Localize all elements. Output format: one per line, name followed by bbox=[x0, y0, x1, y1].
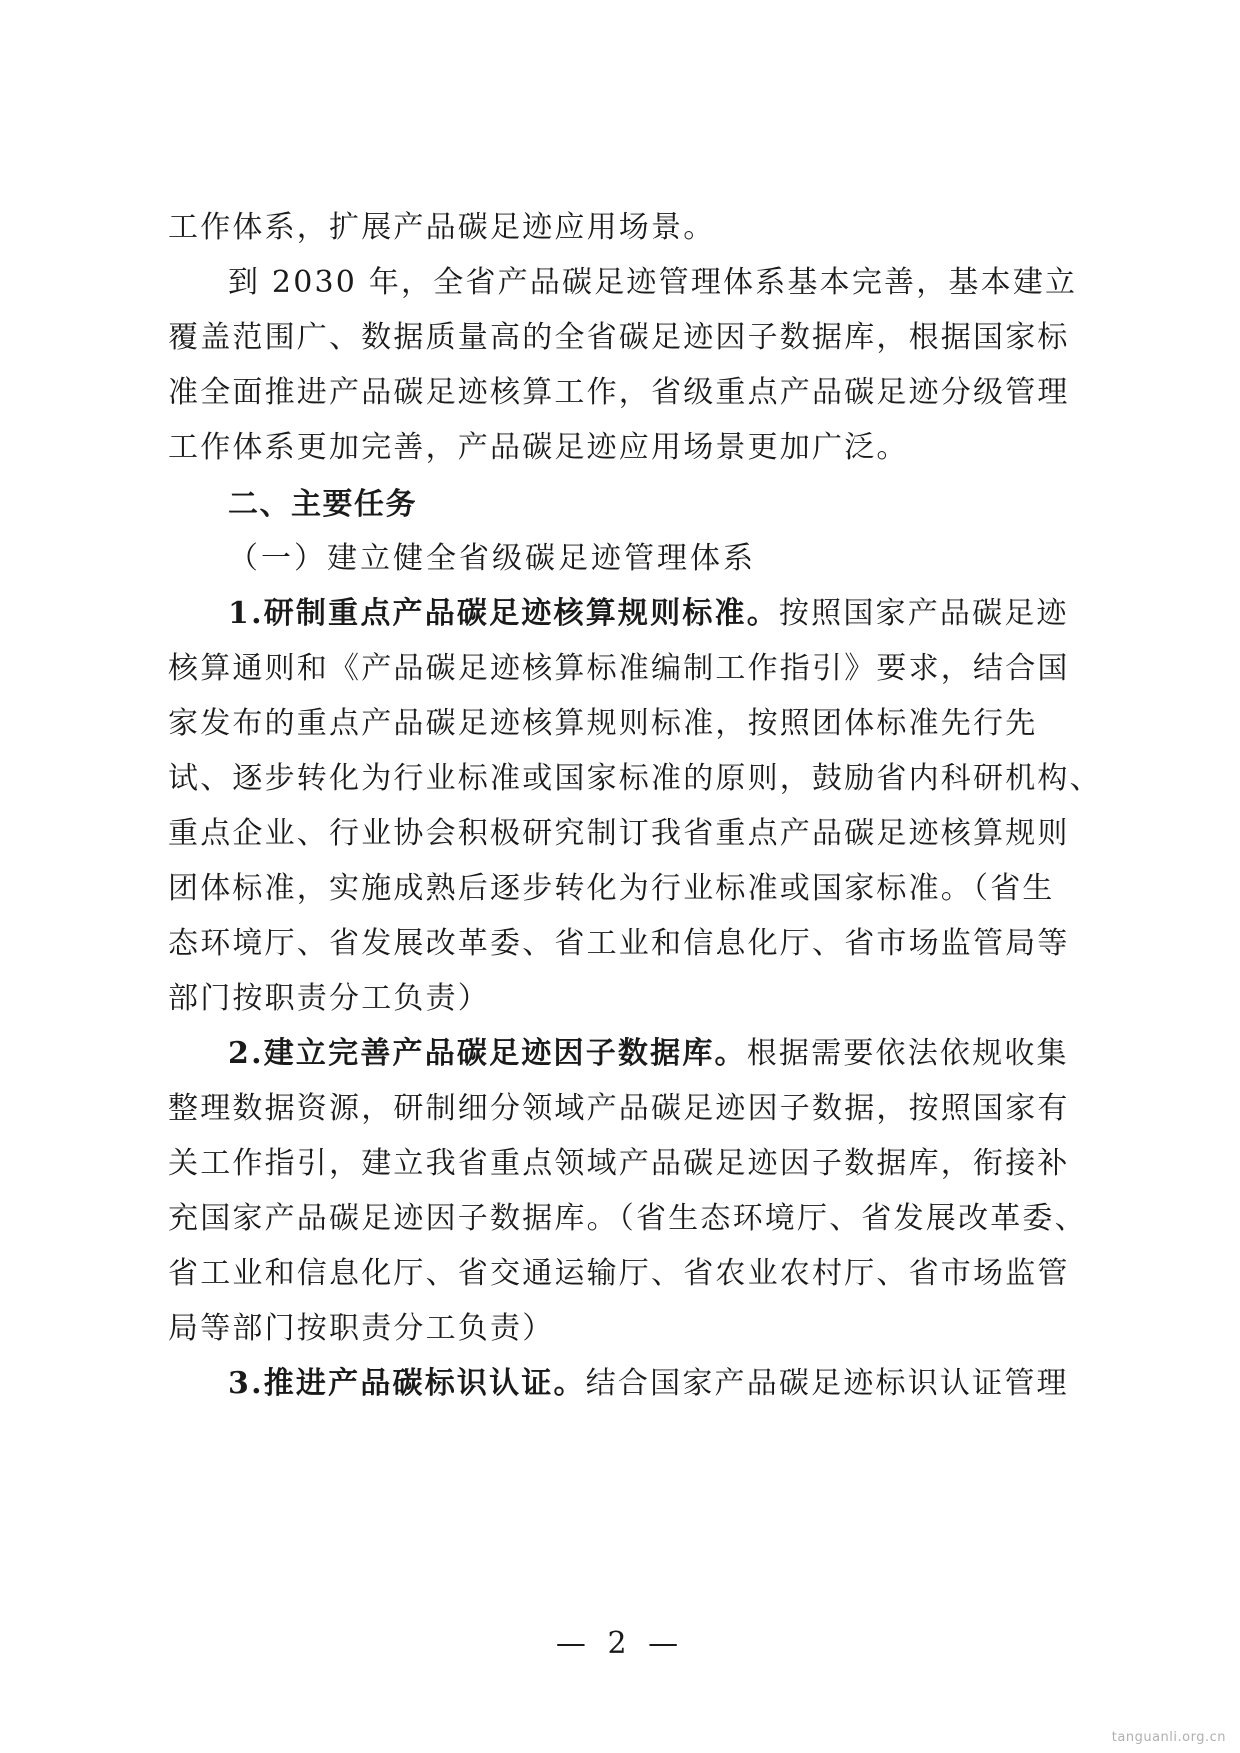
body-line: 关工作指引，建立我省重点领域产品碳足迹因子数据库，衔接补 bbox=[168, 1146, 1070, 1181]
item-text: 结合国家产品碳足迹标识认证管理 bbox=[585, 1366, 1069, 1401]
item-first-line bbox=[228, 594, 1088, 634]
subsection-heading: （一）建立健全省级碳足迹管理体系 bbox=[228, 541, 756, 576]
body-line: 整理数据资源，研制细分领域产品碳足迹因子数据，按照国家有 bbox=[168, 1091, 1070, 1126]
body-line: 准全面推进产品碳足迹核算工作，省级重点产品碳足迹分级管理 bbox=[168, 375, 1070, 410]
watermark: tanguanli.org.cn bbox=[1111, 1730, 1226, 1745]
body-line: 部门按职责分工负责） bbox=[168, 981, 490, 1016]
body-line: 态环境厅、省发展改革委、省工业和信息化厅、省市场监管局等 bbox=[168, 926, 1070, 961]
body-line: 团体标准，实施成熟后逐步转化为行业标准或国家标准。（省生 bbox=[168, 871, 1055, 906]
item-title: 2.建立完善产品碳足迹因子数据库。 bbox=[228, 1036, 747, 1071]
body-line: 试、逐步转化为行业标准或国家标准的原则，鼓励省内科研机构、 bbox=[168, 761, 1102, 796]
body-line: 局等部门按职责分工负责） bbox=[168, 1311, 555, 1346]
item-first-line bbox=[228, 1034, 1088, 1074]
item-title: 3.推进产品碳标识认证。 bbox=[228, 1366, 586, 1401]
body-line: 工作体系更加完善，产品碳足迹应用场景更加广泛。 bbox=[168, 430, 909, 465]
item-text: 按照国家产品碳足迹 bbox=[778, 596, 1069, 631]
item-text: 根据需要依法依规收集 bbox=[746, 1036, 1069, 1071]
body-line: 核算通则和《产品碳足迹核算标准编制工作指引》要求，结合国 bbox=[168, 651, 1070, 686]
body-line: 重点企业、行业协会积极研究制订我省重点产品碳足迹核算规则 bbox=[168, 816, 1070, 851]
section-heading: 二、主要任务 bbox=[228, 487, 417, 522]
body-line: 家发布的重点产品碳足迹核算规则标准，按照团体标准先行先 bbox=[168, 706, 1038, 741]
item-title: 1.研制重点产品碳足迹核算规则标准。 bbox=[228, 596, 779, 631]
body-line: 覆盖范围广、数据质量高的全省碳足迹因子数据库，根据国家标 bbox=[168, 320, 1070, 355]
body-line: 到 2030 年，全省产品碳足迹管理体系基本完善，基本建立 bbox=[228, 265, 1078, 300]
item-first-line bbox=[228, 1364, 1088, 1404]
body-line: 省工业和信息化厅、省交通运输厅、省农业农村厅、省市场监管 bbox=[168, 1256, 1070, 1291]
page-number: — 2 — bbox=[555, 1626, 685, 1661]
body-line: 工作体系，扩展产品碳足迹应用场景。 bbox=[168, 210, 716, 245]
body-line: 充国家产品碳足迹因子数据库。（省生态环境厅、省发展改革委、 bbox=[168, 1201, 1087, 1236]
